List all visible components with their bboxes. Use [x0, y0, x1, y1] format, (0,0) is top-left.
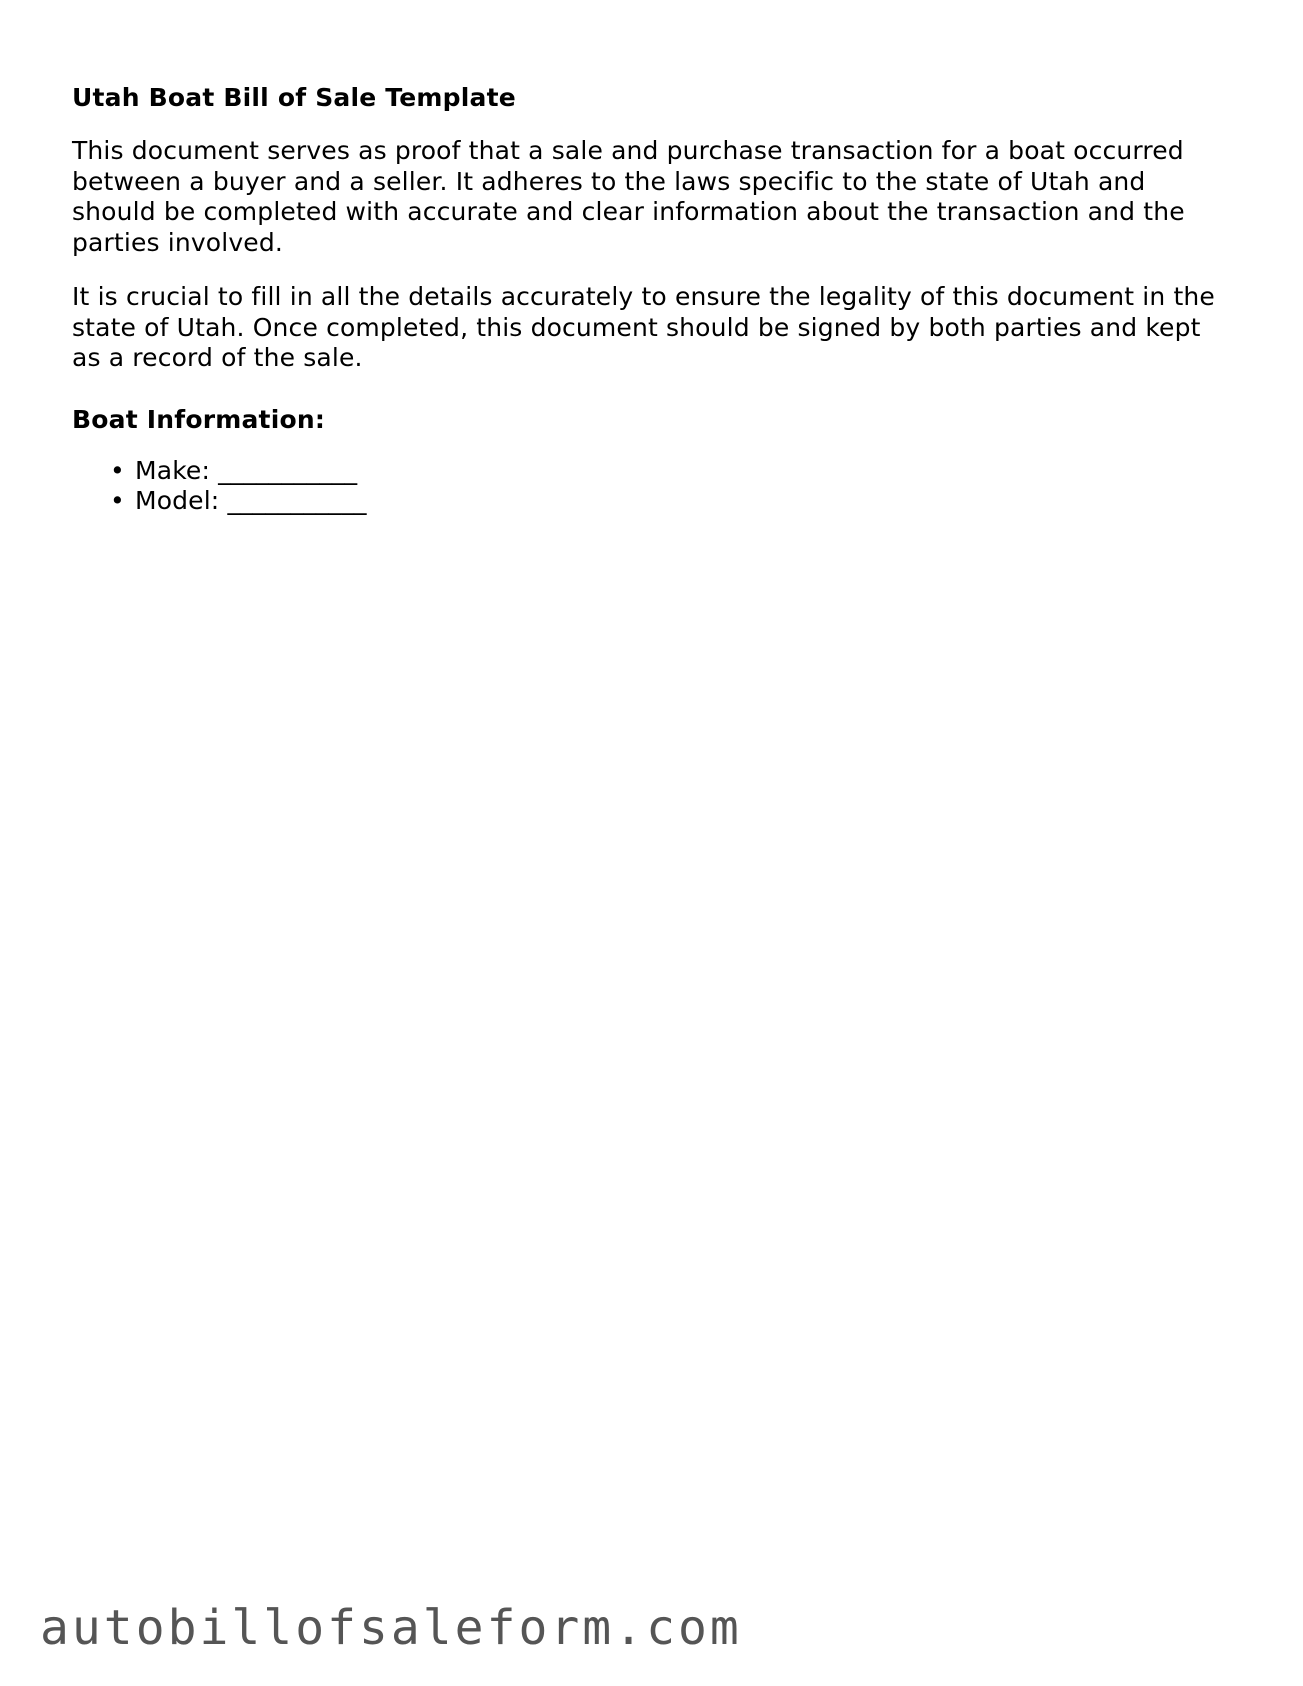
boat-information-heading: Boat Information:	[72, 404, 326, 434]
bullet-icon: •	[110, 486, 125, 515]
model-field	[110, 486, 1232, 517]
make-blank[interactable]: ___________	[218, 455, 358, 485]
document-title: Utah Boat Bill of Sale Template	[72, 83, 516, 112]
instructions-paragraph: It is crucial to fill in all the details accurately to ensure the legality of this document in the state of Utah. Once completed, this document should be signed by both parties and kept as a record of the sale.	[72, 282, 1215, 372]
watermark-text: autobillofsaleform.com	[40, 1600, 742, 1656]
make-field	[110, 456, 1232, 487]
model-label: Model:	[135, 486, 228, 515]
boat-field-list	[72, 456, 1232, 517]
model-blank[interactable]: ___________	[227, 486, 367, 515]
bullet-icon: •	[110, 455, 125, 485]
make-label: Make:	[135, 455, 219, 485]
intro-paragraph: This document serves as proof that a sale and purchase transaction for a boat occurred between a buyer and a seller. It adheres to the laws specific to the state of Utah and should be completed with accurate and clear information about the transaction and the parties involved.	[72, 136, 1185, 257]
document-page	[72, 82, 1232, 517]
